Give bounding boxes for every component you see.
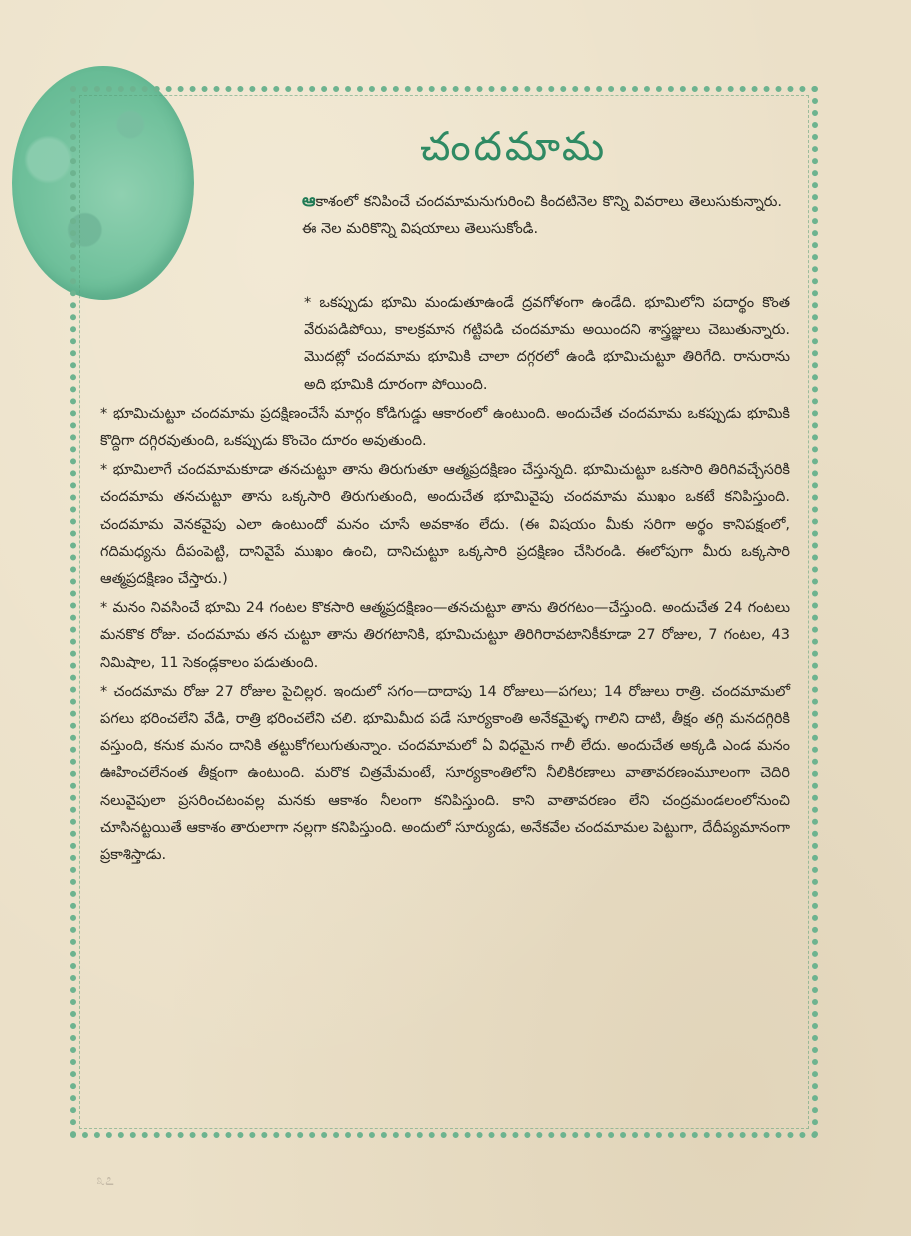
page-mark: ೩೭ [96,1170,114,1189]
paragraph-4: * మనం నివసించే భూమి 24 గంటల కొకసారి ఆత్మప్రదక్షిణం—తనచుట్టూ తాను తిరగటం—చేస్తుంది. అందుచేత 24 గంటలు మనకొక రోజు. చందమామ తన చుట్టూ తాను తిరగటానికి, భూమిచుట్టూ తిరిగిరావటానికీకూడా 27 రోజుల, 7 గంటల, 43 నిమిషాల, 11 సెకండ్లకాలం పడుతుంది. [100,600,790,671]
intro-paragraph [302,188,782,243]
paragraph-3: * భూమిలాగే చందమామకూడా తనచుట్టూ తాను తిరుగుతూ ఆత్మప్రదక్షిణం చేస్తున్నది. భూమిచుట్టూ ఒకసారి తిరిగివచ్చేసరికి చందమామ తనచుట్టూ తాను ఒక్కసారి తిరుగుతుంది, అందుచేత భూమివైపు చందమామ ముఖం ఒకటే కనిపిస్తుంది. చందమామ వెనకవైపు ఎలా ఉంటుందో మనం చూసే అవకాశం లేదు. (ఈ విషయం మీకు సరిగా అర్థం కానిపక్షంలో, గదిమధ్యను దీపంపెట్టి, దానివైపే ముఖం ఉంచి, దానిచుట్టూ ఒక్కసారి ప్రదక్షిణం చేసిరండి. ఈలోపుగా మీరు ఒక్కసారి ఆత్మప్రదక్షిణం చేస్తారు.) [100,462,790,588]
paragraph-2: * భూమిచుట్టూ చందమామ ప్రదక్షిణంచేసే మార్గం కోడిగుడ్డు ఆకారంలో ఉంటుంది. అందుచేత చందమామ ఒకప్పుడు భూమికి కొద్దిగా దగ్గిరవుతుంది, ఒకప్పుడు కొంచెం దూరం అవుతుంది. [100,405,790,450]
paragraph-5: * చందమామ రోజు 27 రోజుల పైచిల్లర. ఇందులో సగం—దాదాపు 14 రోజులు—పగలు; 14 రోజులు రాత్రి. చందమామలో పగలు భరించలేని వేడి, రాత్రి భరించలేని చలి. భూమిమీద పడే సూర్యకాంతి అనేకమైళ్ళ గాలిని దాటి, తీక్షం తగ్గి మనదగ్గిరికి వస్తుంది, కనుక మనం దానికి తట్టుకోగలుగుతున్నాం. చందమామలో ఏ విధమైన గాలీ లేదు. అందుచేత అక్కడి ఎండ మనం ఊహించలేనంత తీక్షంగా ఉంటుంది. మరొక చిత్రమేమంటే, సూర్యకాంతిలోని నీలికిరణాలు వాతావరణంమూలంగా చెదిరి నలువైపులా ప్రసరించటంవల్ల మనకు ఆకాశం నీలంగా కనిపిస్తుంది. కాని వాతావరణం లేని చంద్రమండలంలోనుంచి చూసినట్టయితే ఆకాశం తారులాగా నల్లగా కనిపిస్తుంది. అందులో సూర్యుడు, అనేకవేల చందమామల పెట్టుగా, దేదీప్యమానంగా ప్రకాశిస్తాడు. [100,683,790,864]
article-body [100,290,790,871]
drop-letter: ఆ [302,191,316,211]
intro-text: కాశంలో కనిపించే చందమామనుగురించి కిందటినెల కొన్ని వివరాలు తెలుసుకున్నారు. ఈ నెల మరికొన్ని విషయాలు తెలుసుకోండి. [302,194,782,238]
paragraph-1: * ఒకప్పుడు భూమి మండుతూఉండే ద్రవగోళంగా ఉండేది. భూమిలోని పదార్థం కొంత వేరుపడిపోయి, కాలక్రమాన గట్టిపడి చందమామ అయిందని శాస్త్రజ్ఞులు చెబుతున్నారు. మొదట్లో చందమామ భూమికి చాలా దగ్గరలో ఉండి భూమిచుట్టూ తిరిగేది. రానురాను అది భూమికి దూరంగా పోయింది. [304,295,790,393]
page-title: చందమామ [420,124,608,170]
